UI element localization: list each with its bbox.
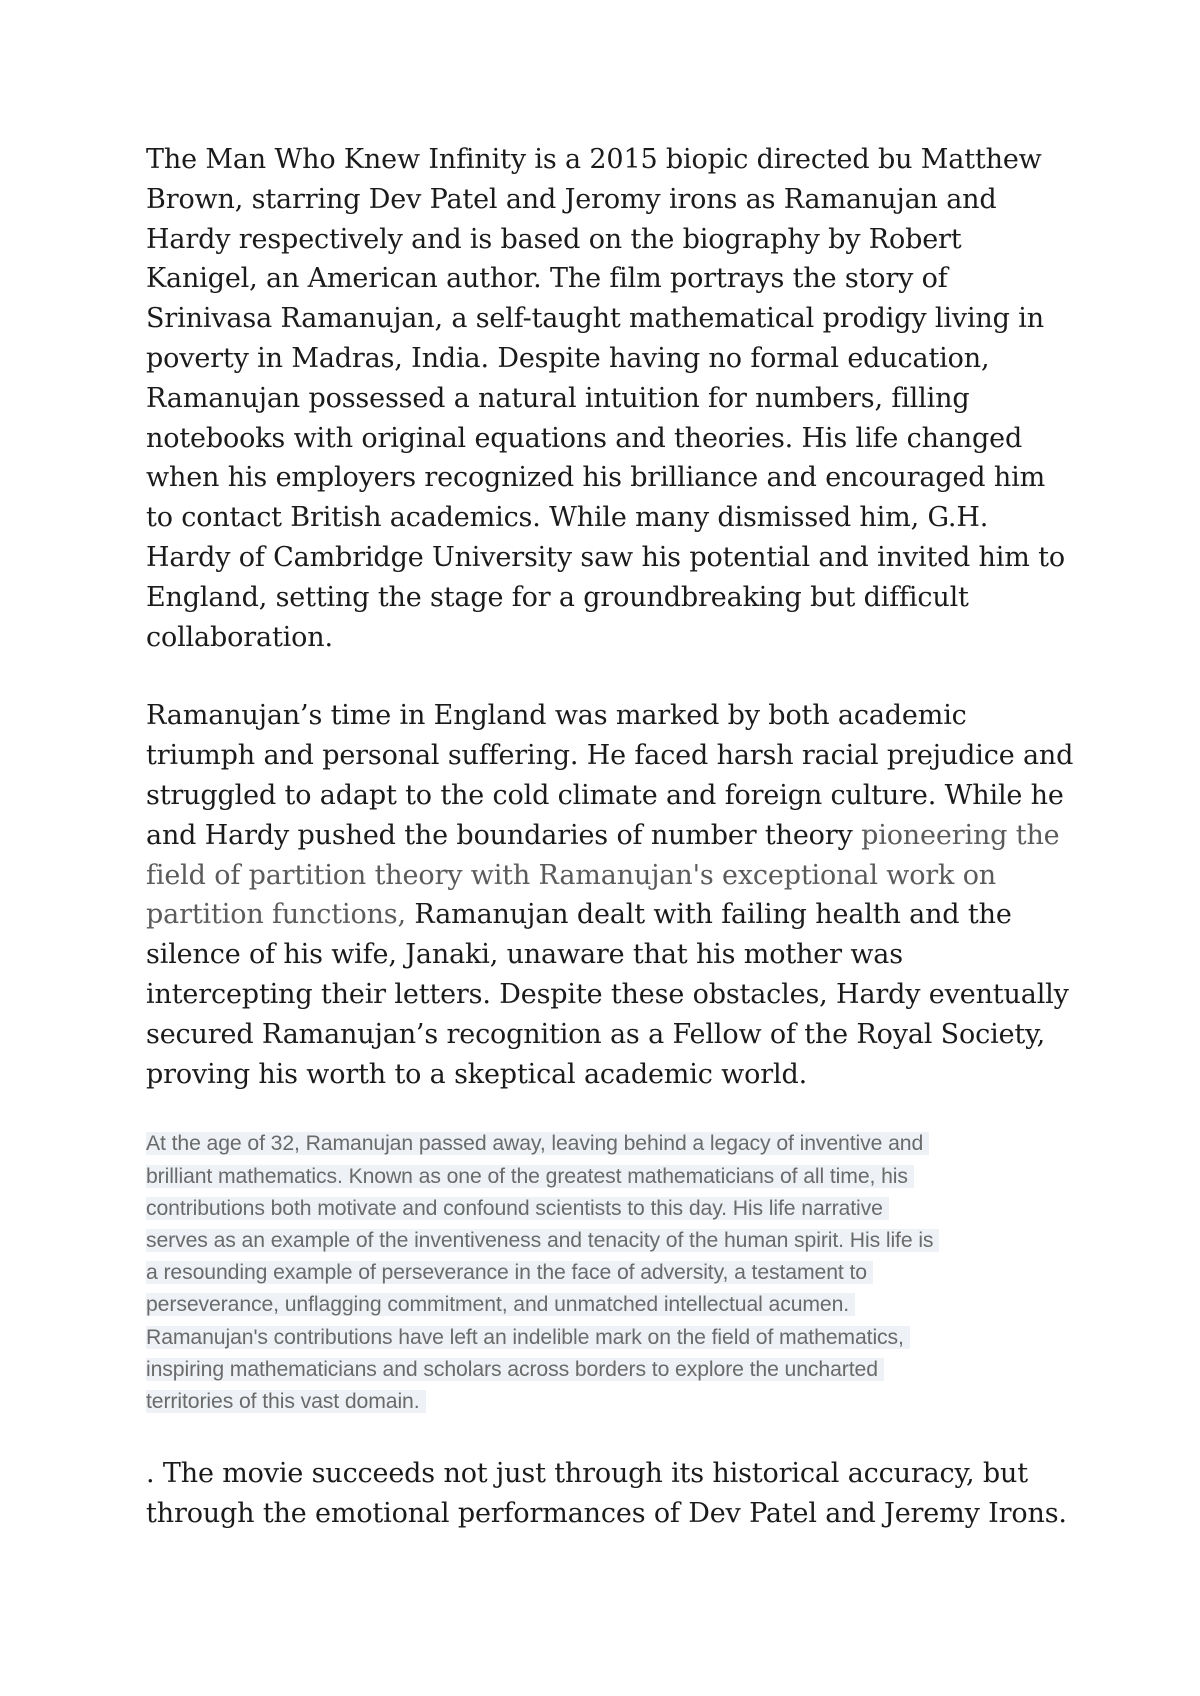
text-line: silence of his wife, Janaki, unaware that his mother was bbox=[146, 939, 903, 971]
text-line: to contact British academics. While many dismissed him, G.H. bbox=[146, 502, 989, 534]
text-line: intercepting their letters. Despite these obstacles, Hardy eventually bbox=[146, 978, 1069, 1010]
highlighted-text-line: contributions both motivate and confound scientists to this day. His life narrative bbox=[146, 1197, 889, 1220]
text-line: Hardy respectively and is based on the biography by Robert bbox=[146, 223, 962, 255]
text-line: Brown, starring Dev Patel and Jeromy irons as Ramanujan and bbox=[146, 183, 997, 215]
text-line: Srinivasa Ramanujan, a self-taught mathematical prodigy living in bbox=[146, 303, 1044, 335]
highlighted-text-line: Ramanujan's contributions have left an indelible mark on the field of mathematics, bbox=[146, 1326, 910, 1349]
inserted-text-segment: pioneering the bbox=[861, 819, 1060, 851]
highlighted-text-line: territories of this vast domain. bbox=[146, 1390, 426, 1413]
highlighted-text-line: brilliant mathematics. Known as one of the greatest mathematicians of all time, his bbox=[146, 1165, 914, 1188]
paragraph-legacy-highlighted bbox=[146, 1128, 1086, 1418]
text-line: Hardy of Cambridge University saw his potential and invited him to bbox=[146, 541, 1065, 573]
paragraph-england bbox=[146, 696, 1086, 1094]
text-line: Kanigel, an American author. The film portrays the story of bbox=[146, 263, 948, 295]
text-line: notebooks with original equations and theories. His life changed bbox=[146, 422, 1023, 454]
text-segment: Ramanujan dealt with failing health and the bbox=[414, 899, 1012, 931]
highlighted-text-line: serves as an example of the inventiveness and tenacity of the human spirit. His life is bbox=[146, 1229, 939, 1252]
highlighted-text-line: inspiring mathematicians and scholars across borders to explore the uncharted bbox=[146, 1358, 884, 1381]
text-segment: and Hardy pushed the boundaries of number theory bbox=[146, 819, 862, 851]
text-line: through the emotional performances of Dev Patel and Jeremy Irons. bbox=[146, 1497, 1067, 1529]
text-line-mixed bbox=[146, 816, 1086, 856]
paragraph-intro bbox=[146, 140, 1086, 657]
text-line: Ramanujan’s time in England was marked by both academic bbox=[146, 700, 967, 732]
text-line: struggled to adapt to the cold climate and foreign culture. While he bbox=[146, 779, 1064, 811]
text-line: Ramanujan possessed a natural intuition for numbers, filling bbox=[146, 382, 970, 414]
text-line: when his employers recognized his brilliance and encouraged him bbox=[146, 462, 1046, 494]
highlighted-text-line: perseverance, unflagging commitment, and unmatched intellectual acumen. bbox=[146, 1293, 855, 1316]
inserted-text-line: field of partition theory with Ramanujan's exceptional work on bbox=[146, 859, 997, 891]
text-line: poverty in Madras, India. Despite having no formal education, bbox=[146, 342, 990, 374]
text-line: The Man Who Knew Infinity is a 2015 biopic directed bu Matthew bbox=[146, 144, 1042, 175]
document-page bbox=[146, 140, 1086, 1534]
paragraph-conclusion bbox=[146, 1454, 1086, 1534]
text-line: triumph and personal suffering. He faced harsh racial prejudice and bbox=[146, 740, 1074, 772]
text-line: collaboration. bbox=[146, 621, 333, 653]
highlighted-text-line: At the age of 32, Ramanujan passed away, leaving behind a legacy of inventive and bbox=[146, 1132, 929, 1155]
inserted-text-segment: partition functions, bbox=[146, 899, 415, 931]
highlighted-text-line: a resounding example of perseverance in the face of adversity, a testament to bbox=[146, 1261, 873, 1284]
text-line: England, setting the stage for a groundbreaking but difficult bbox=[146, 581, 969, 613]
text-line: . The movie succeeds not just through its historical accuracy, but bbox=[146, 1458, 1028, 1490]
text-line: secured Ramanujan’s recognition as a Fellow of the Royal Society, bbox=[146, 1018, 1046, 1050]
text-line: proving his worth to a skeptical academic world. bbox=[146, 1058, 808, 1090]
text-line-mixed bbox=[146, 895, 1086, 935]
